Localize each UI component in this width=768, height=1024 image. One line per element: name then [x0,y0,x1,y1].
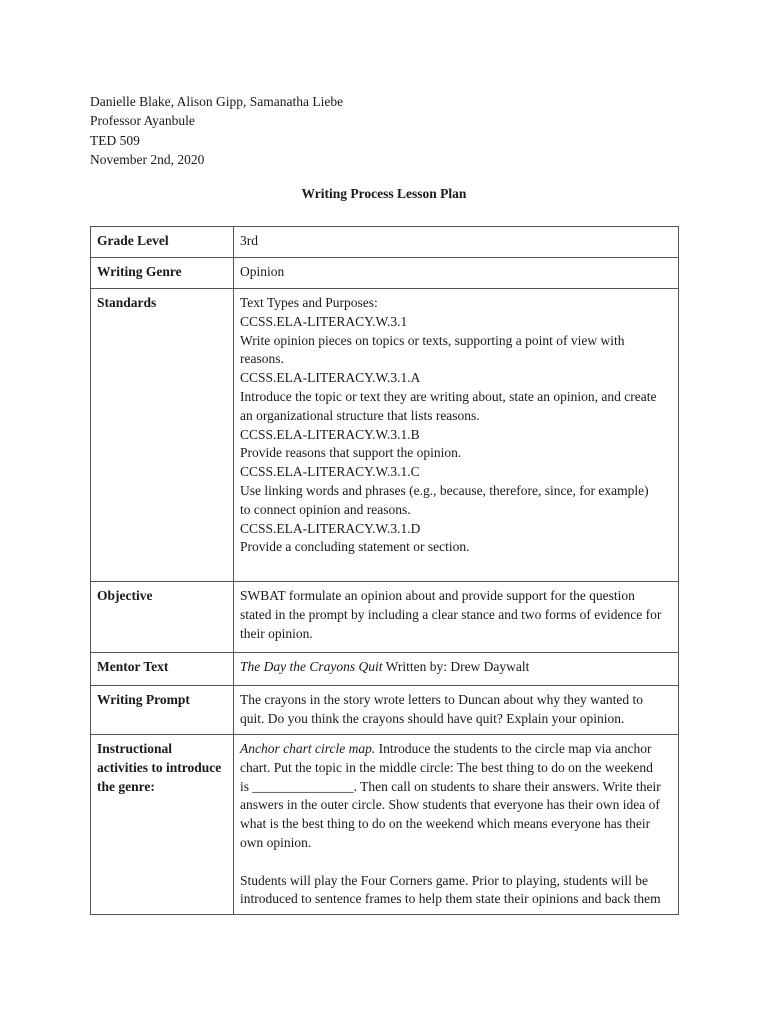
writing-prompt-value [234,686,679,735]
instructional-line: answers in the outer circle. Show students that everyone has their own idea of [240,797,660,813]
standards-line: an organizational structure that lists reasons. [240,407,480,423]
objective-line: their opinion. [240,625,313,641]
instructional-value [234,735,679,915]
writing-genre-value: Opinion [234,258,679,289]
table-row-mentor-text [91,653,679,686]
table-row-writing-prompt [91,686,679,735]
table-row-writing-genre [91,258,679,289]
standards-line: CCSS.ELA-LITERACY.W.3.1 [240,313,408,329]
standards-line: Text Types and Purposes: [240,295,378,310]
lesson-plan-table [90,226,679,915]
instructional-label-line: the genre: [97,778,155,794]
standards-line: Introduce the topic or text they are writing about, state an opinion, and create [240,388,657,404]
standards-line: to connect opinion and reasons. [240,501,411,517]
objective-line: stated in the prompt by including a clear stance and two forms of evidence for [240,606,662,622]
instructional-label-line: Instructional [97,741,173,756]
instructional-first-line [240,740,672,759]
table-row-grade-level [91,227,679,258]
mentor-text-value [234,653,679,686]
instructional-line: own opinion. [240,834,312,850]
standards-line: CCSS.ELA-LITERACY.W.3.1.D [240,520,421,536]
mentor-text-author: Written by: Drew Daywalt [382,659,530,674]
table-row-instructional-activities [91,735,679,915]
standards-line: Provide a concluding statement or section. [240,539,470,555]
mentor-text-book-title: The Day the Crayons Quit [240,659,383,674]
writing-prompt-label: Writing Prompt [91,686,234,735]
grade-level-value: 3rd [234,227,679,258]
writing-genre-label: Writing Genre [91,258,234,289]
standards-line: CCSS.ELA-LITERACY.W.3.1.B [240,426,420,442]
anchor-chart-lead: Anchor chart circle map. [240,741,376,756]
table-row-standards [91,289,679,582]
standards-label: Standards [91,289,234,582]
instructional-line: what is the best thing to do on the weekend which means everyone has their [240,816,651,832]
objective-label: Objective [91,582,234,653]
instructional-line: Students will play the Four Corners game. Prior to playing, students will be [240,872,648,888]
professor: Professor Ayanbule [90,113,195,129]
table-row-objective [91,582,679,653]
instructional-line: introduced to sentence frames to help them state their opinions and back them [240,891,661,907]
standards-line: Write opinion pieces on topics or texts, supporting a point of view with [240,332,625,348]
standards-line: Use linking words and phrases (e.g., because, therefore, since, for example) [240,482,649,498]
standards-line: CCSS.ELA-LITERACY.W.3.1.C [240,464,420,480]
standards-line: CCSS.ELA-LITERACY.W.3.1.A [240,370,421,386]
standards-line: reasons. [240,351,284,367]
date: November 2nd, 2020 [90,151,205,167]
objective-value [234,582,679,653]
instructional-first-line-rest: Introduce the students to the circle map via anchor [375,741,652,756]
grade-level-label: Grade Level [91,227,234,258]
paragraph-gap [240,853,672,872]
objective-line: SWBAT formulate an opinion about and provide support for the question [240,588,635,603]
instructional-label [91,735,234,915]
writing-prompt-line: The crayons in the story wrote letters to Duncan about why they wanted to [240,692,644,707]
standards-line: Provide reasons that support the opinion. [240,445,462,461]
mentor-text-label: Mentor Text [91,653,234,686]
page-title: Writing Process Lesson Plan [301,186,467,201]
instructional-label-line: activities to introduce [97,759,222,775]
authors: Danielle Blake, Alison Gipp, Samanatha Liebe [90,94,344,109]
course: TED 509 [90,132,140,148]
standards-value [234,289,679,582]
instructional-line: chart. Put the topic in the middle circle: The best thing to do on the weekend [240,759,653,775]
document-header [90,92,343,169]
instructional-line: is _______________. Then call on students to share their answers. Write their [240,778,661,794]
writing-prompt-line: quit. Do you think the crayons should have quit? Explain your opinion. [240,710,625,726]
